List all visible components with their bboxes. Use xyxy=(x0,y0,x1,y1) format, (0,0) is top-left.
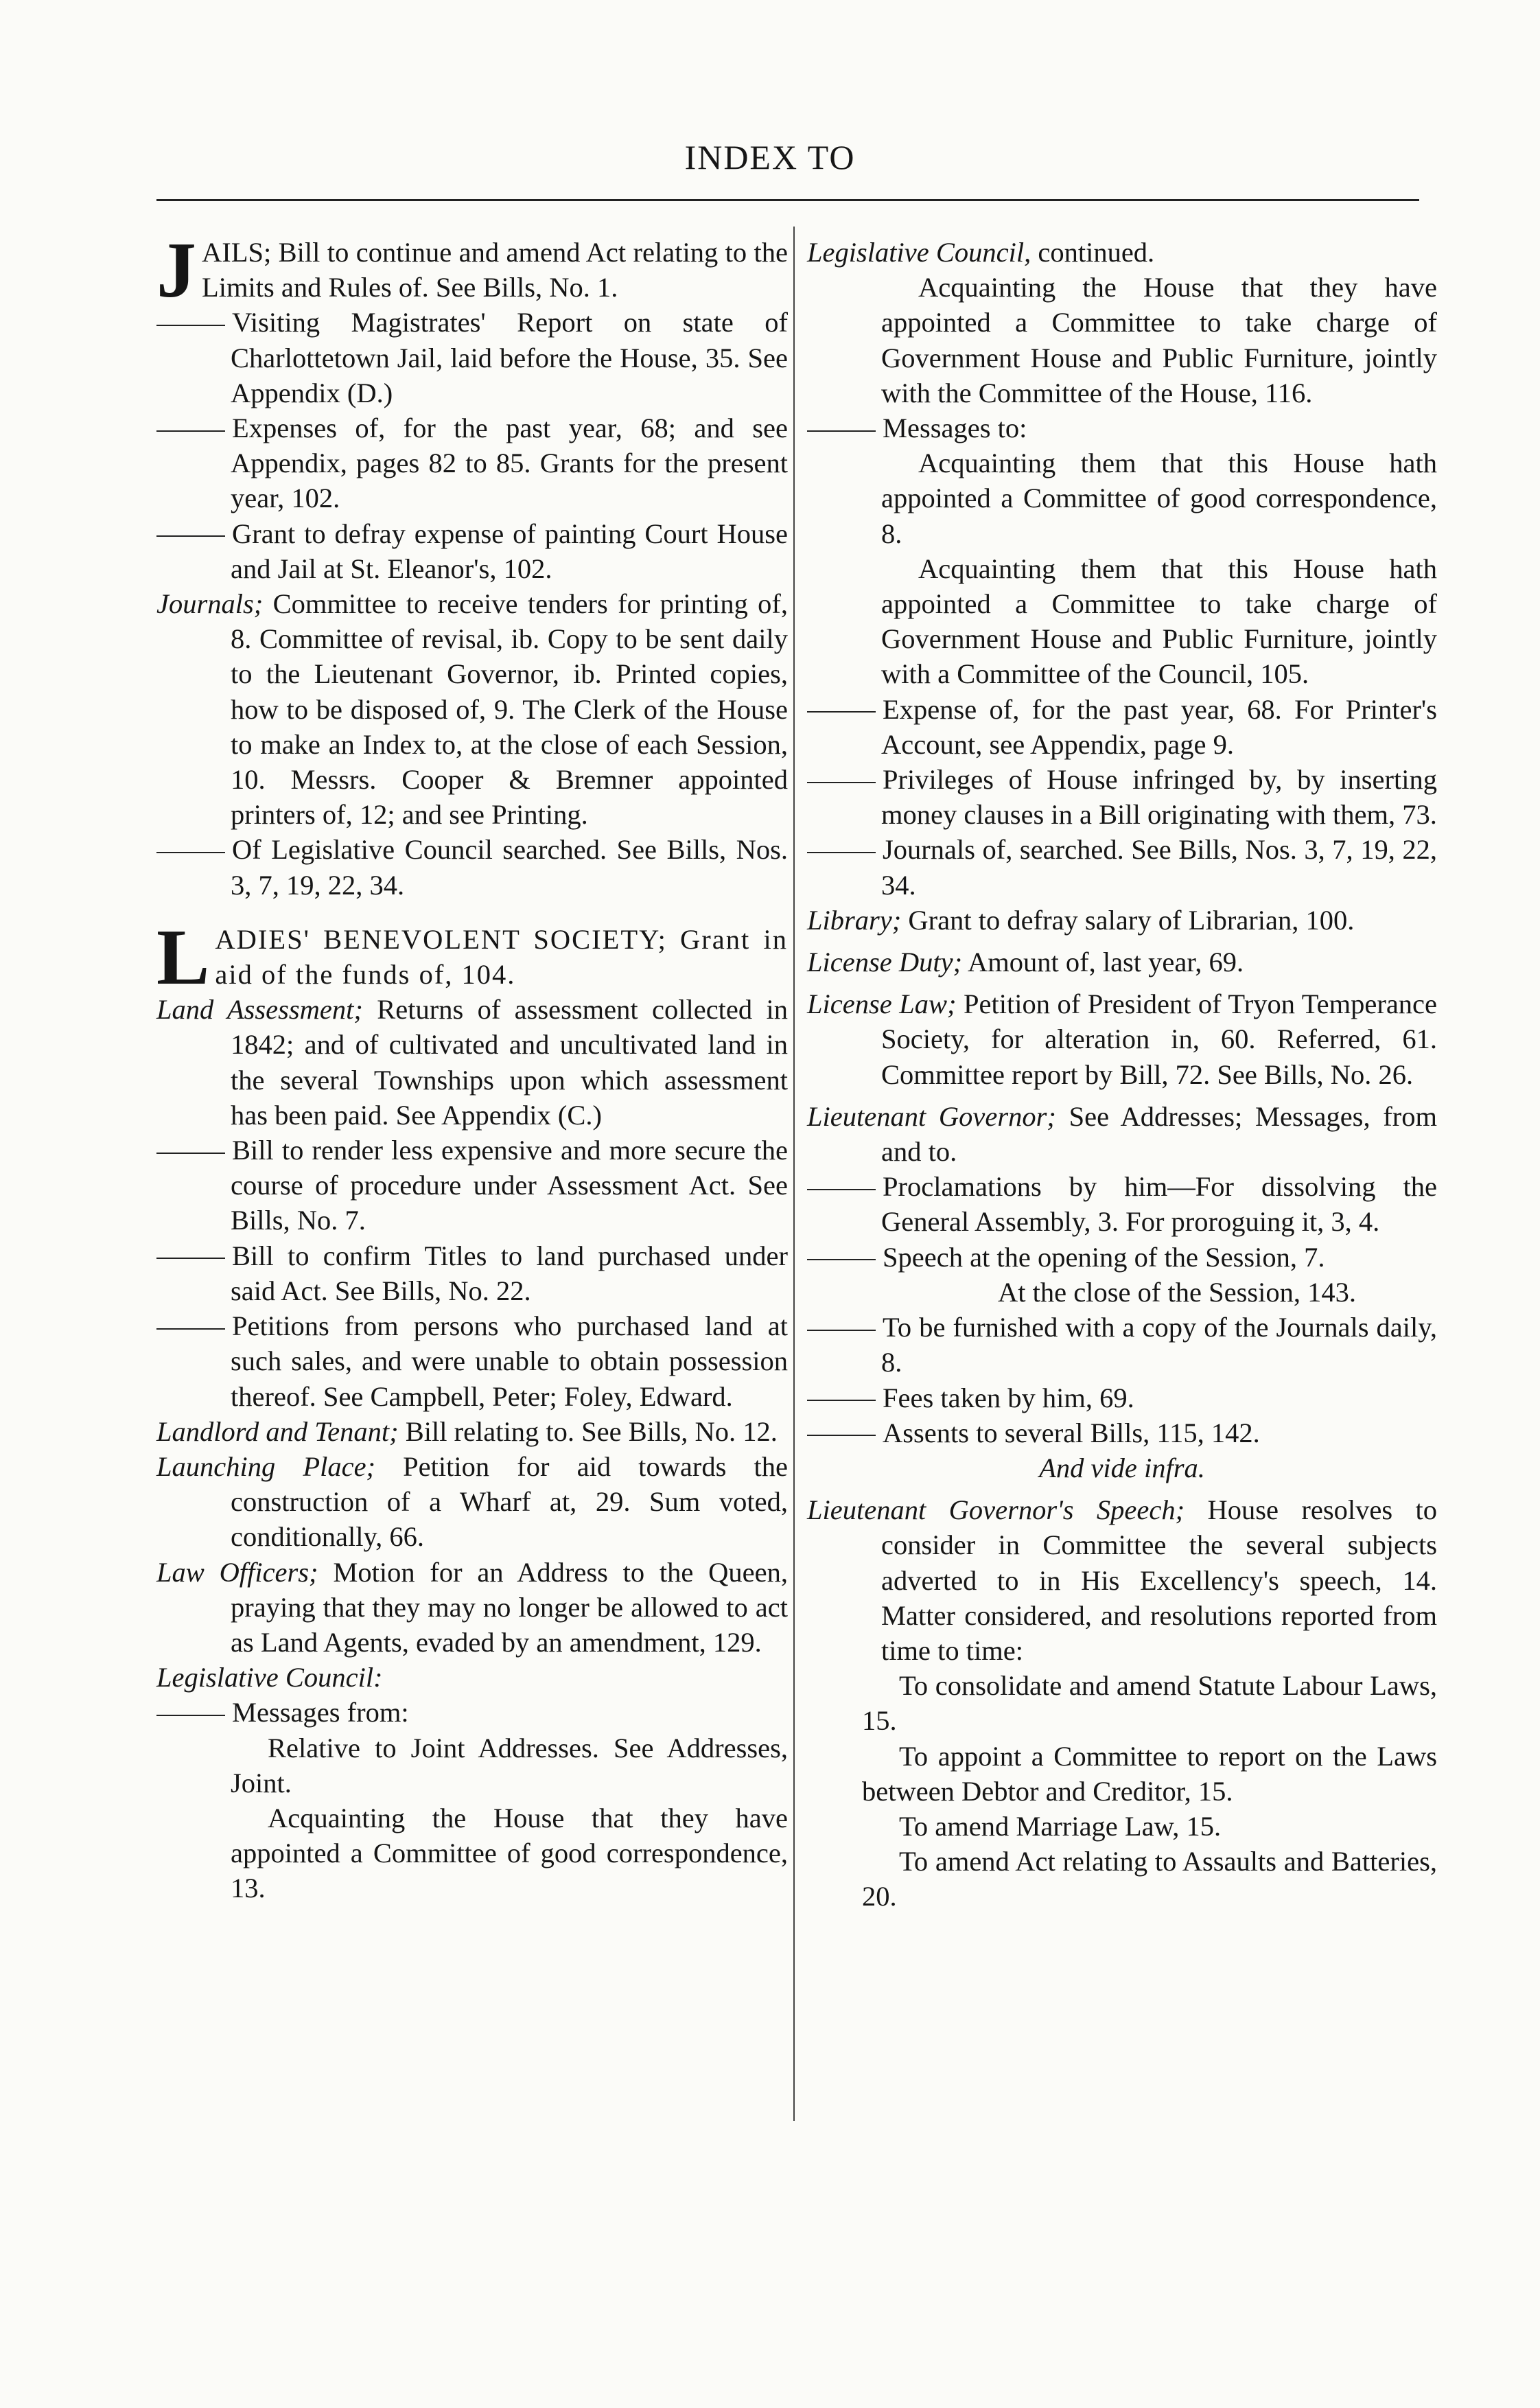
entry-heading: Law Officers; xyxy=(156,1556,318,1588)
index-entry-legislative-council xyxy=(156,1660,788,1695)
index-subentry xyxy=(807,410,1437,445)
column-divider xyxy=(793,227,795,2121)
entry-text: Assents to several Bills, 115, 142. xyxy=(883,1417,1260,1448)
dash-rule xyxy=(807,1330,876,1331)
entry-text: Fees taken by him, 69. xyxy=(883,1382,1134,1413)
index-subentry xyxy=(807,692,1437,762)
dash-rule xyxy=(156,1153,225,1154)
index-subentry xyxy=(807,1844,1437,1914)
entry-heading: Lieutenant Governor's Speech; xyxy=(807,1494,1185,1526)
index-subentry xyxy=(807,1169,1437,1239)
dash-rule xyxy=(807,1400,876,1401)
drop-cap-l: L xyxy=(156,913,210,1002)
entry-text: Bill to render less expensive and more secure the course of procedure under Assessment Act. See Bills, No. 7. xyxy=(231,1135,788,1236)
index-subentry xyxy=(807,1275,1437,1310)
page-header: INDEX TO xyxy=(684,138,856,176)
index-subentry xyxy=(156,1695,788,1730)
entry-heading: Launching Place; xyxy=(156,1450,376,1482)
entry-text: Bill relating to. See Bills, No. 12. xyxy=(405,1415,778,1447)
index-subentry xyxy=(156,1308,788,1414)
entry-text: See Addresses; Messages, from and to. xyxy=(881,1100,1437,1168)
entry-text: Returns of assessment collected in 1842; and of cultivated and uncultivated land in the several Townships upon which assessment has been paid. See Appendix (C.) xyxy=(231,994,789,1131)
dash-rule xyxy=(807,782,876,783)
entry-heading: Legislative Council, xyxy=(807,237,1031,268)
index-entry-library xyxy=(807,903,1437,938)
entry-text: House resolves to consider in Committee the several subjects adverted to in His Excellency's speech, 14. Matter considered, and resolutions reported from time to time: xyxy=(881,1494,1437,1666)
dash-rule xyxy=(156,1258,225,1259)
index-subentry xyxy=(156,305,788,410)
index-subentry xyxy=(156,1238,788,1308)
index-subentry xyxy=(807,1739,1437,1809)
index-entry-lieutenant-governor xyxy=(807,1099,1437,1169)
index-entry-land-assessment xyxy=(156,992,788,1133)
entry-text: Visiting Magistrates' Report on state of Charlottetown Jail, laid before the House, 35. See Appendix (D.) xyxy=(231,307,788,408)
dash-rule xyxy=(807,1259,876,1260)
index-subentry xyxy=(807,1809,1437,1844)
entry-text: Expense of, for the past year, 68. For Printer's Account, see Appendix, page 9. xyxy=(881,693,1437,760)
entry-heading: Library; xyxy=(807,904,902,936)
entry-text: Petition of President of Tryon Temperance Society, for alteration in, 60. Referred, 61. Committee report by Bill, 72. See Bills, No. 26. xyxy=(881,988,1437,1090)
index-subentry xyxy=(807,1668,1437,1738)
entry-text: Petition for aid towards the construction of a Wharf at, 29. Sum voted, conditionally, 66. xyxy=(231,1450,788,1553)
dash-rule xyxy=(156,1328,225,1330)
index-entry-license-law xyxy=(807,986,1437,1092)
note-text: And vide infra. xyxy=(1039,1452,1205,1483)
entry-text: Grant to defray salary of Librarian, 100. xyxy=(908,904,1355,936)
entry-text: ADIES' BENEVOLENT SOCIETY; Grant in aid of the funds of, 104. xyxy=(215,923,788,991)
entry-text: Acquainting them that this House hath appointed a Committee to take charge of Government House and Public Furniture, jointly with a Committee of the Council, 105. xyxy=(881,553,1437,690)
index-subentry xyxy=(156,1730,788,1801)
entry-text: To consolidate and amend Statute Labour Laws, 15. xyxy=(862,1670,1437,1737)
index-subentry xyxy=(807,1380,1437,1415)
index-entry-ladies xyxy=(156,913,788,1002)
entry-text: Grant to defray expense of painting Court House and Jail at St. Eleanor's, 102. xyxy=(231,518,788,584)
index-subentry xyxy=(156,410,788,516)
entry-text: Journals of, searched. See Bills, Nos. 3, 7, 19, 22, 34. xyxy=(881,834,1437,901)
dash-rule xyxy=(807,852,876,853)
entry-text: Speech at the opening of the Session, 7. xyxy=(883,1241,1325,1273)
entry-text: To amend Marriage Law, 15. xyxy=(899,1810,1222,1842)
index-subentry xyxy=(807,445,1437,551)
entry-text: Acquainting the House that they have appointed a Committee to take charge of Government House and Public Furniture, jointly with the Committee of the House, 116. xyxy=(881,272,1437,408)
entry-text: Messages to: xyxy=(883,413,1027,444)
index-entry-law-officers xyxy=(156,1555,788,1660)
index-entry-landlord xyxy=(156,1414,788,1449)
header-rule xyxy=(156,199,1419,201)
dash-rule xyxy=(807,430,876,432)
entry-heading: Landlord and Tenant; xyxy=(156,1415,399,1447)
dash-rule xyxy=(156,852,225,853)
entry-text: AILS; Bill to continue and amend Act relating to the Limits and Rules of. See Bills, No. 1. xyxy=(202,237,788,303)
entry-text: Acquainting them that this House hath appointed a Committee of good correspondence, 8. xyxy=(881,448,1437,549)
index-entry-lieutenant-governors-speech xyxy=(807,1492,1437,1668)
entry-heading: Lieutenant Governor; xyxy=(807,1100,1056,1132)
index-subentry xyxy=(156,1801,788,1906)
index-subentry xyxy=(807,1310,1437,1380)
vide-infra-note xyxy=(807,1450,1437,1485)
entry-text: Messages from: xyxy=(232,1697,409,1728)
index-subentry xyxy=(807,762,1437,832)
entry-text: Of Legislative Council searched. See Bills, Nos. 3, 7, 19, 22, 34. xyxy=(231,834,788,901)
entry-text: Privileges of House infringed by, by inserting money clauses in a Bill originating with them, 73. xyxy=(881,764,1437,831)
entry-text: Relative to Joint Addresses. See Addresses, Joint. xyxy=(231,1732,788,1798)
index-subentry xyxy=(807,270,1437,410)
index-entry-legislative-council-continued xyxy=(807,235,1437,270)
entry-text: Amount of, last year, 69. xyxy=(967,947,1244,978)
entry-text: Expenses of, for the past year, 68; and see Appendix, pages 82 to 85. Grants for the present year, 102. xyxy=(231,413,788,514)
index-entry-jails xyxy=(156,227,788,314)
entry-text: To appoint a Committee to report on the Laws between Debtor and Creditor, 15. xyxy=(862,1740,1437,1807)
index-entry-launching xyxy=(156,1449,788,1555)
index-subentry xyxy=(156,516,788,586)
entry-text: Motion for an Address to the Queen, praying that they may no longer be allowed to act as Land Agents, evaded by an amendment, 129. xyxy=(231,1556,788,1658)
entry-text: Acquainting the House that they have appointed a Committee of good correspondence, 13. xyxy=(231,1802,788,1904)
entry-text: To be furnished with a copy of the Journals daily, 8. xyxy=(881,1312,1437,1378)
entry-heading: Journals; xyxy=(156,588,264,620)
index-entry-license-duty xyxy=(807,945,1437,980)
index-subentry xyxy=(807,832,1437,902)
index-subentry xyxy=(807,551,1437,692)
dash-rule xyxy=(807,1435,876,1436)
right-column xyxy=(807,235,1437,1914)
dash-rule xyxy=(156,535,225,537)
index-subentry xyxy=(156,1133,788,1238)
entry-heading: License Law; xyxy=(807,988,957,1020)
entry-text: Bill to confirm Titles to land purchased under said Act. See Bills, No. 22. xyxy=(231,1240,788,1306)
entry-heading: Legislative Council: xyxy=(156,1662,383,1693)
entry-text: Proclamations by him—For dissolving the General Assembly, 3. For proroguing it, 3, 4. xyxy=(881,1171,1437,1238)
left-column xyxy=(156,227,789,1906)
dash-rule xyxy=(156,430,225,432)
dash-rule xyxy=(807,1189,876,1190)
entry-heading: Land Assessment; xyxy=(156,994,363,1026)
index-subentry xyxy=(807,1240,1437,1275)
index-subentry xyxy=(807,1415,1437,1450)
entry-text: To amend Act relating to Assaults and Batteries, 20. xyxy=(862,1846,1437,1912)
dash-rule xyxy=(807,711,876,713)
dash-rule xyxy=(156,1715,225,1716)
entry-text: continued. xyxy=(1038,237,1155,268)
drop-cap-j: J xyxy=(156,227,196,314)
entry-heading: License Duty; xyxy=(807,947,963,978)
entry-text: Committee to receive tenders for printing of, 8. Committee of revisal, ib. Copy to be sent daily to the Lieutenant Governor, ib. Printed copies, how to be disposed of, 9. The Clerk of the House to make an Index to, at the close of each Session, 10. Messrs. Cooper & Bremner appointed printers of, 12; and see Printing. xyxy=(231,588,789,831)
entry-text: Petitions from persons who purchased land at such sales, and were unable to obtain possession thereof. See Campbell, Peter; Foley, Edward. xyxy=(231,1310,788,1412)
index-entry-journals xyxy=(156,586,788,832)
entry-text: At the close of the Session, 143. xyxy=(998,1276,1356,1308)
dash-rule xyxy=(156,325,225,326)
index-subentry xyxy=(156,832,788,902)
